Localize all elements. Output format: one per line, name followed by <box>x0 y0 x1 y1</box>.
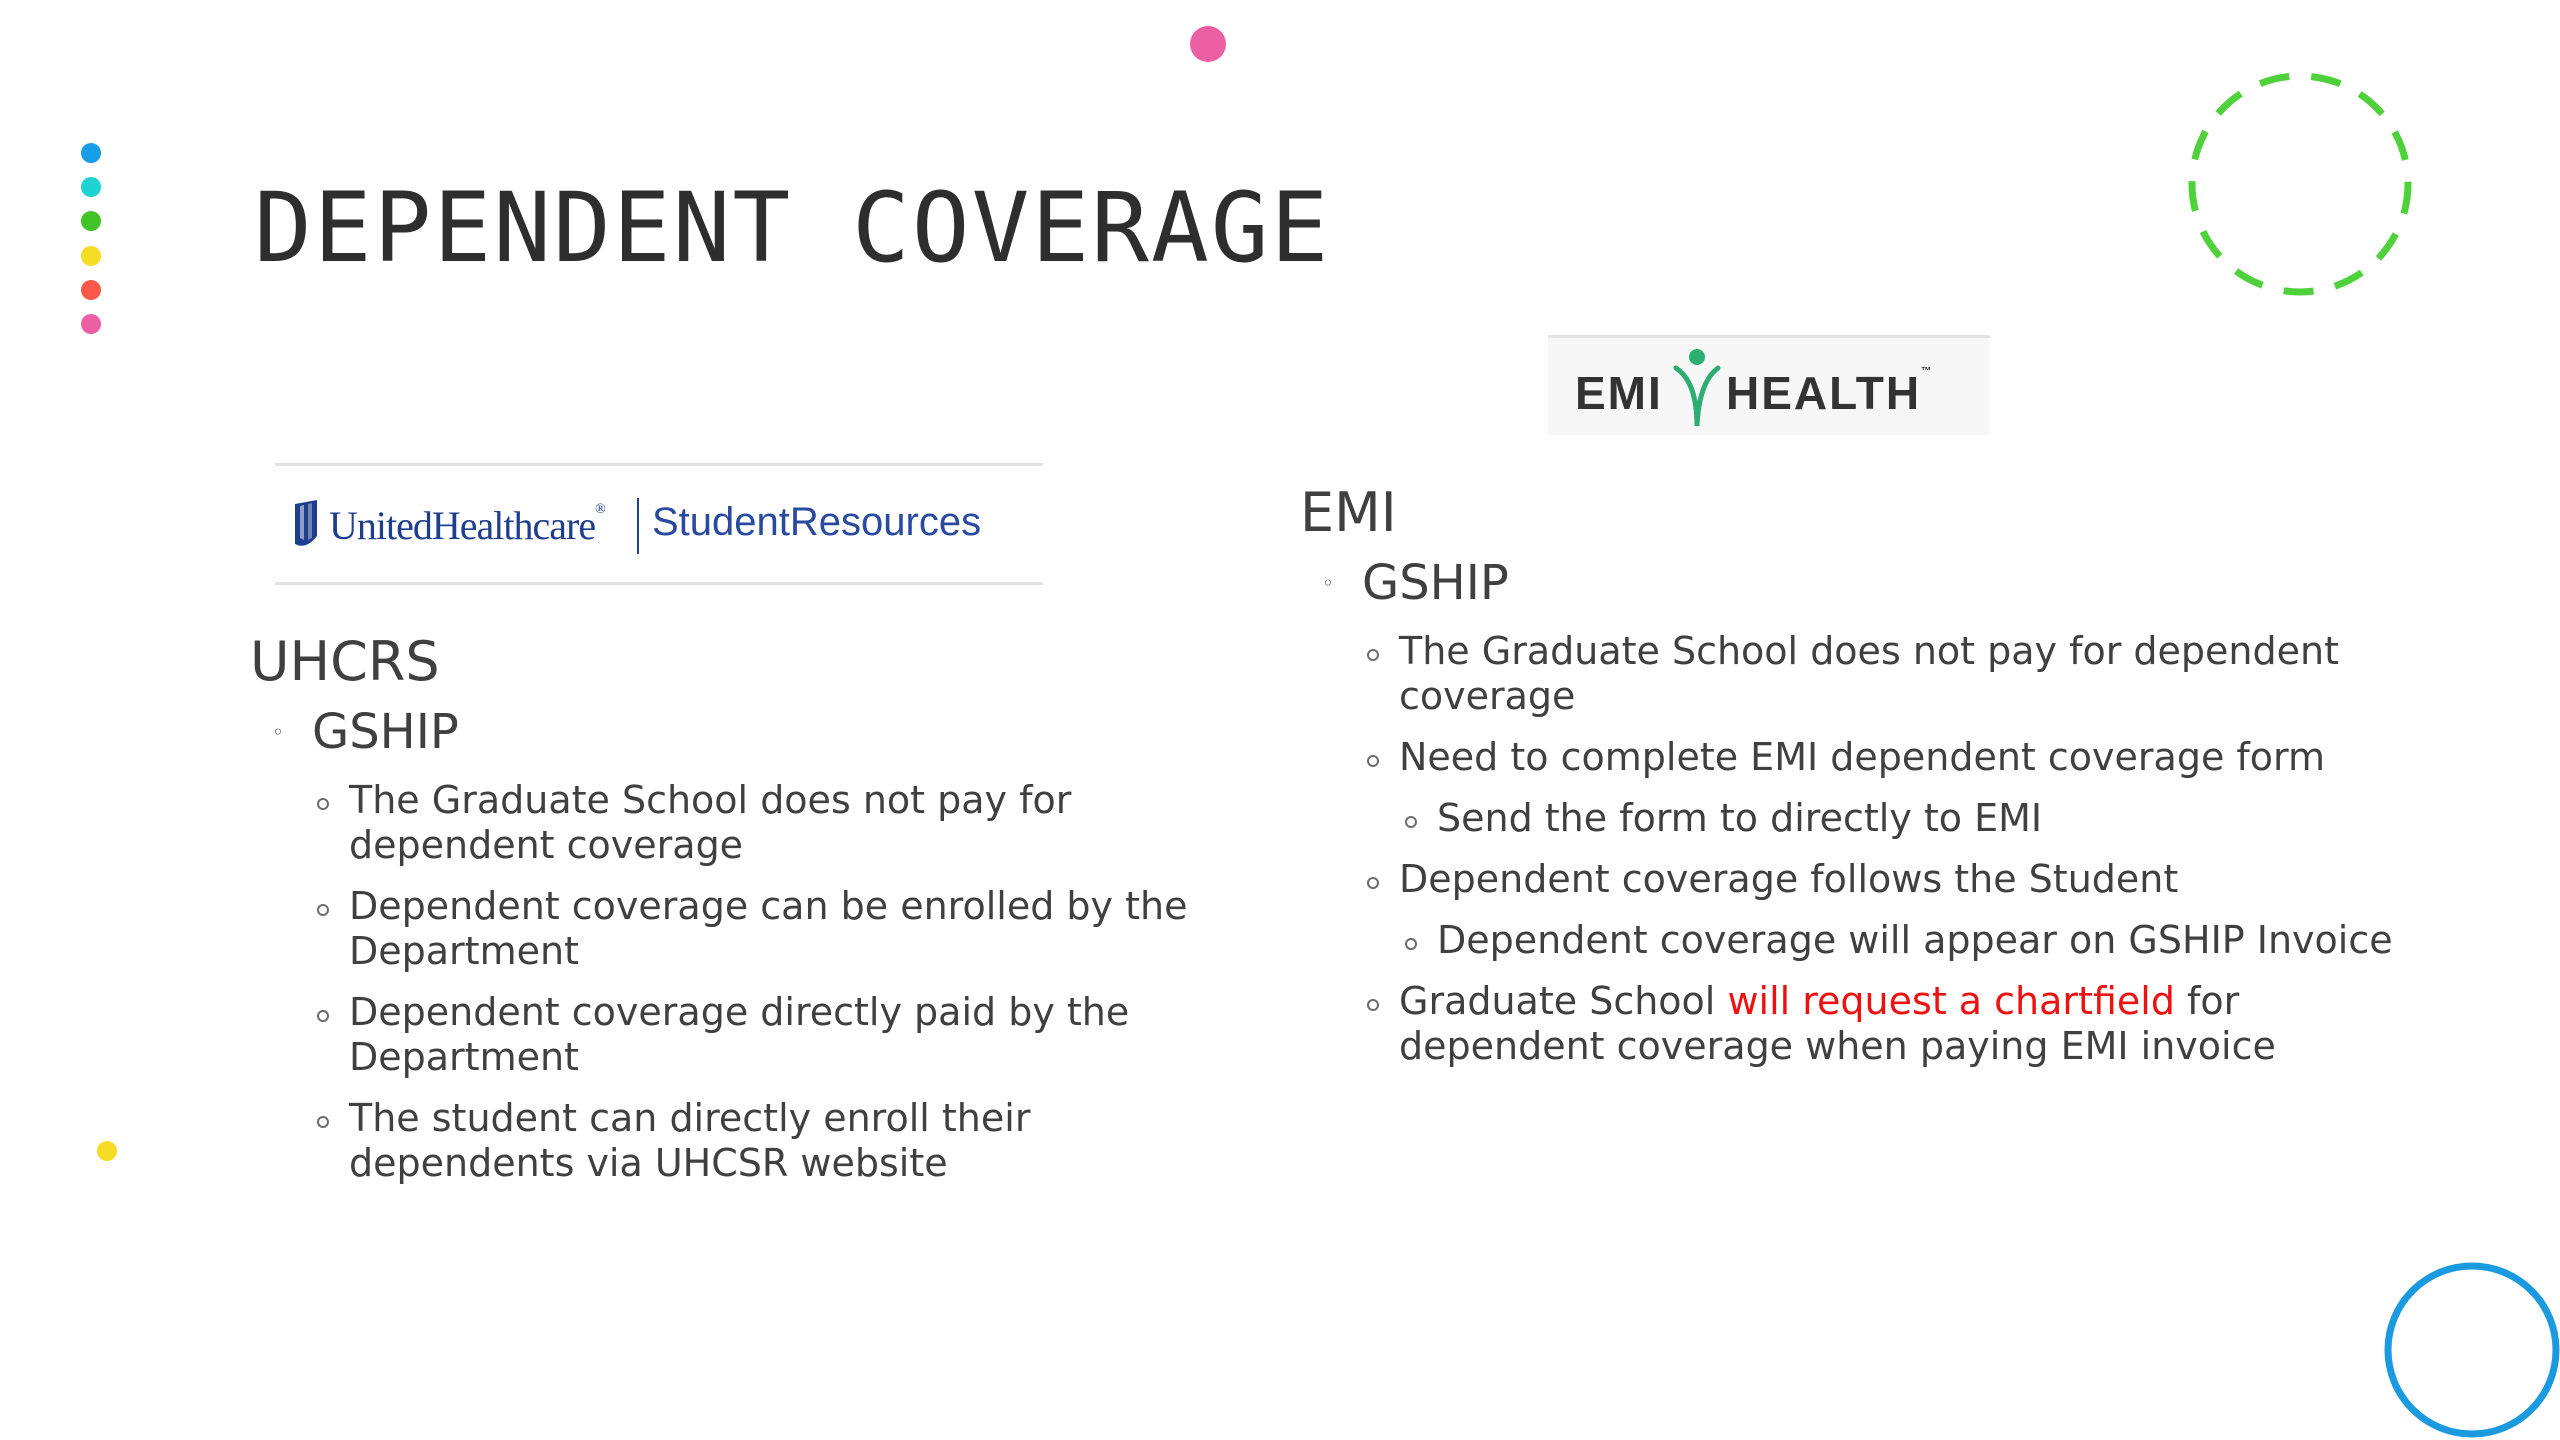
unitedhealthcare-logo <box>275 463 1043 585</box>
item4-highlight: will request a chartfield <box>1727 979 2175 1023</box>
uhc-logo-reg: ® <box>595 502 605 517</box>
emi-logo-right-text: HEALTH <box>1726 367 1922 419</box>
list-item-sub: Send the form to directly to EMI <box>1437 796 2399 841</box>
right-heading: EMI <box>1300 481 1397 544</box>
decor-dot-pink-top <box>1190 26 1226 62</box>
emi-logo-right <box>1726 366 1931 420</box>
item4-pre: Graduate School <box>1399 979 1728 1023</box>
emi-health-logo <box>1548 335 1990 435</box>
list-item: The Graduate School does not pay for dependent coverage <box>1399 629 2399 719</box>
list-item: Dependent coverage can be enrolled by the Department <box>349 884 1249 974</box>
uhc-logo-separator <box>637 498 639 554</box>
emi-logo-tm: ™ <box>1921 366 1932 377</box>
decor-dot-blue <box>81 143 101 163</box>
list-item: Dependent coverage directly paid by the Department <box>349 990 1249 1080</box>
right-column <box>1300 481 2400 1069</box>
emi-logo-left: EMI <box>1575 367 1663 419</box>
list-item-sub: Dependent coverage will appear on GSHIP Invoice <box>1437 918 2399 963</box>
decor-dashed-circle <box>2180 68 2420 308</box>
uhc-logo-name-text: UnitedHealthcare <box>329 503 596 548</box>
bullet-icon: ◦ <box>272 720 284 744</box>
decor-dot-green <box>81 211 101 231</box>
left-heading: UHCRS <box>250 630 440 693</box>
right-subheading: GSHIP <box>1362 555 1509 611</box>
uhc-logo-sub: StudentResources <box>652 500 982 544</box>
slide-title: DEPENDENT COVERAGE <box>254 172 1331 284</box>
list-item: The student can directly enroll their dependents via UHCSR website <box>349 1096 1249 1186</box>
item4-post: for dependent coverage when paying EMI invoice <box>1399 979 2276 1068</box>
uhc-logo-name <box>329 502 605 549</box>
bullet-icon: ◦ <box>1322 571 1334 595</box>
decor-dot-orange <box>81 280 101 300</box>
left-column <box>250 630 1230 1186</box>
decor-dot-teal <box>81 177 101 197</box>
shield-icon <box>293 500 319 550</box>
right-subheading-row <box>1322 553 2400 613</box>
list-item <box>1399 979 2399 1069</box>
left-list <box>349 778 1249 1186</box>
decor-dot-yellow <box>81 246 101 266</box>
right-list <box>1399 629 2399 1069</box>
list-item: Need to complete EMI dependent coverage form <box>1399 735 2399 780</box>
person-icon <box>1672 348 1722 428</box>
left-subheading-row <box>272 702 1230 762</box>
list-item: Dependent coverage follows the Student <box>1399 857 2399 902</box>
decor-dot-yellow-bottom <box>97 1141 117 1161</box>
left-subheading: GSHIP <box>312 704 459 760</box>
decor-blue-circle <box>2380 1258 2560 1440</box>
decor-dot-pink <box>81 314 101 334</box>
list-item: The Graduate School does not pay for dependent coverage <box>349 778 1249 868</box>
